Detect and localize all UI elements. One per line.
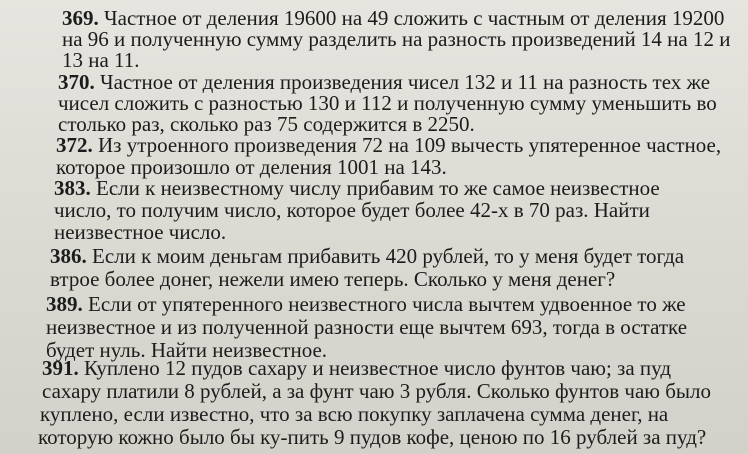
problem-text: Частное от деления 19600 на 49 сложить с частным от деления 19200 <box>104 6 725 30</box>
problem-number: 372. <box>56 133 93 157</box>
problem-text: Если к неизвестному числу прибавим то же самое неизвестное <box>96 176 660 200</box>
problem-number: 369. <box>62 6 99 30</box>
problem-text: Куплено 12 пудов сахару и неизвестное число фунтов чаю; за пуд <box>84 356 672 380</box>
problem-first-line <box>46 292 686 316</box>
problem-text: Если к моим деньгам прибавить 420 рублей, то у меня будет тогда <box>92 244 685 268</box>
problem-number: 389. <box>46 292 83 316</box>
problem-text: будет нуль. Найти неизвестное. <box>46 338 328 362</box>
problem-text: на 96 и полученную сумму разделить на разность произведений 14 на 12 и <box>62 27 731 51</box>
problem-number: 370. <box>58 70 95 94</box>
problem-number: 391. <box>42 356 79 380</box>
problem-number: 386. <box>50 244 87 268</box>
problem-first-line <box>56 133 721 157</box>
problem-first-line <box>42 356 671 380</box>
problem-text: столько раз, сколько раз 75 содержится в 2250. <box>58 112 475 136</box>
problem-text: 13 на 11. <box>62 48 140 72</box>
problem-text: неизвестное и из полученной разности еще вычтем 693, тогда в остатке <box>46 315 688 339</box>
problem-text: которое произошло от деления 1001 на 143. <box>56 155 447 179</box>
problem-text: куплено, если известно, что за всю покупку заплачена сумма денег, на <box>40 402 669 426</box>
problem-first-line <box>54 176 660 200</box>
problem-first-line <box>50 244 684 268</box>
problem-text: Частное от деления произведения чисел 132 и 11 на разность тех же <box>100 70 711 94</box>
problem-text: число, то получим число, которое будет более 42-х в 70 раз. Найти <box>54 198 650 222</box>
problem-text: Из утроенного произведения 72 на 109 вычесть упятеренное частное, <box>98 133 722 157</box>
problem-text: втрое более донег, нежели имею теперь. Сколько у меня денег? <box>50 267 616 291</box>
problem-text: сахару платили 8 рублей, а за фунт чаю 3 рубля. Сколько фунтов чаю было <box>42 379 711 403</box>
problem-text: неизвестное число. <box>54 220 227 244</box>
problem-number: 383. <box>54 176 91 200</box>
problem-text: Если от упятеренного неизвестного числа вычтем удвоенное то же <box>88 292 686 316</box>
problem-text: которую кожно было бы ку-пить 9 пудов кофе, ценою по 16 рублей за пуд? <box>38 425 707 449</box>
problem-text: чисел сложить с разностью 130 и 112 и полученную сумму уменьшить во <box>58 91 717 115</box>
